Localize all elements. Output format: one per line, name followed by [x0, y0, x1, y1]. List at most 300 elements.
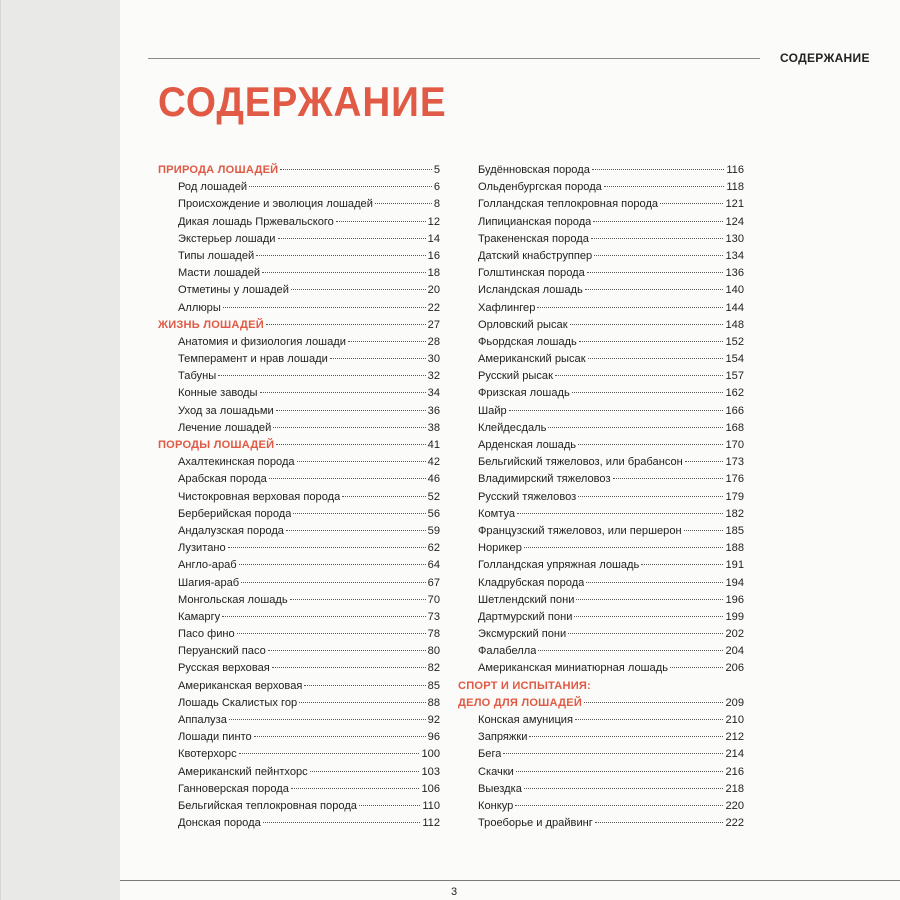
dot-leader: [670, 667, 724, 668]
toc-entry-page: 16: [427, 249, 440, 262]
toc-entry-title: Фризская лошадь: [478, 387, 570, 400]
toc-entry-page: 82: [427, 662, 440, 675]
dot-leader: [548, 427, 723, 428]
toc-entry-page: 30: [427, 353, 440, 366]
toc-entry-page: 199: [725, 610, 744, 623]
toc-entry-page: 206: [725, 662, 744, 675]
toc-entry-title: ПОРОДЫ ЛОШАДЕЙ: [158, 439, 275, 451]
toc-entry-title: Камаргу: [178, 610, 221, 623]
dot-leader: [304, 685, 425, 686]
toc-entry-title: Шагия-араб: [178, 576, 240, 589]
toc-entry: [158, 643, 440, 660]
toc-entry: [158, 403, 440, 420]
toc-entry: [158, 746, 440, 763]
toc-entry-page: 134: [725, 249, 744, 262]
toc-entry: [458, 317, 744, 334]
toc-entry-page: 110: [422, 799, 440, 812]
toc-entry-page: 148: [725, 318, 744, 331]
dot-leader: [517, 513, 723, 514]
toc-entry-page: 154: [725, 353, 744, 366]
toc-entry-title: Ольденбургская порода: [478, 181, 602, 194]
toc-entry: [458, 557, 744, 574]
toc-entry-title: ДЕЛО ДЛЯ ЛОШАДЕЙ: [458, 696, 583, 709]
dot-leader: [222, 616, 425, 617]
toc-entry: [458, 712, 744, 729]
toc-entry: [458, 660, 744, 677]
toc-entry: [158, 695, 440, 712]
toc-entry-page: 8: [433, 198, 440, 211]
toc-entry: [158, 523, 440, 540]
toc-entry-title: Масти лошадей: [178, 267, 261, 280]
toc-entry-page: 78: [427, 628, 440, 641]
dot-leader: [291, 788, 420, 789]
toc-entry-page: 144: [725, 301, 744, 314]
toc-entry-title: Бельгийская теплокровная порода: [178, 799, 357, 812]
dot-leader: [529, 736, 723, 737]
dot-leader: [263, 822, 421, 823]
toc-entry-title: Берберийская порода: [178, 507, 292, 520]
dot-leader: [348, 341, 426, 342]
toc-entry-title: Ганноверская порода: [178, 782, 289, 795]
dot-leader: [293, 513, 425, 514]
toc-entry-title: Дартмурский пони: [478, 610, 573, 623]
toc-entry: [458, 815, 744, 832]
dot-leader: [262, 272, 426, 273]
toc-entry-page: 209: [725, 696, 744, 709]
toc-entry-title: Пасо фино: [178, 628, 235, 641]
book-page: [120, 0, 900, 900]
toc-entry-title: ЖИЗНЬ ЛОШАДЕЙ: [158, 318, 264, 331]
toc-entry-title: Конская амуниция: [478, 714, 574, 726]
toc-entry: [458, 729, 744, 746]
toc-entry-page: 88: [427, 696, 440, 709]
toc-entry: [158, 231, 440, 248]
toc-entry-title: Шетлендский пони: [478, 593, 575, 606]
toc-entry-title: Хафлингер: [478, 301, 536, 314]
toc-section-heading: [158, 317, 440, 334]
toc-entry-page: 168: [725, 421, 744, 434]
toc-entry-page: 103: [421, 765, 440, 778]
toc-entry-page: 196: [725, 593, 744, 606]
page-number: 3: [450, 886, 458, 898]
dot-leader: [578, 444, 723, 445]
toc-entry: [158, 764, 440, 781]
toc-entry: [458, 609, 744, 626]
dot-leader: [685, 461, 724, 462]
toc-entry-page: 73: [427, 610, 440, 623]
toc-entry-page: 22: [427, 301, 440, 314]
toc-entry-title: СПОРТ И ИСПЫТАНИЯ:: [458, 679, 591, 692]
toc-entry-title: Исландская лошадь: [478, 284, 583, 297]
toc-entry-title: Троеборье и драйвинг: [478, 817, 593, 830]
dot-leader: [568, 633, 723, 634]
dot-leader: [576, 599, 723, 600]
toc-entry-page: 194: [725, 576, 744, 589]
toc-entry-page: 216: [725, 765, 744, 778]
toc-entry: [458, 523, 744, 540]
toc-entry: [458, 489, 744, 506]
toc-entry-title: Скачки: [478, 765, 514, 778]
toc-entry-title: Род лошадей: [178, 181, 248, 194]
dot-leader: [538, 650, 723, 651]
dot-leader: [594, 255, 723, 256]
dot-leader: [591, 238, 724, 239]
toc-entry-title: Тракененская порода: [478, 232, 589, 245]
toc-section-heading: [458, 695, 744, 712]
toc-entry-page: 118: [726, 181, 744, 194]
toc-entry: [458, 437, 744, 454]
toc-entry: [158, 214, 440, 231]
dot-leader: [280, 169, 431, 170]
toc-entry: [458, 385, 744, 402]
toc-entry-title: Донская порода: [178, 817, 261, 830]
toc-entry-page: 218: [725, 782, 744, 795]
page-gutter-edge: [0, 0, 1, 900]
dot-leader: [269, 478, 426, 479]
header-rule: [148, 58, 760, 59]
toc-entry-page: 64: [427, 559, 440, 572]
toc-entry: [158, 351, 440, 368]
toc-entry: [458, 403, 744, 420]
toc-entry: [158, 575, 440, 592]
toc-entry: [158, 540, 440, 557]
dot-leader: [272, 667, 426, 668]
toc-entry: [458, 454, 744, 471]
dot-leader: [588, 358, 724, 359]
toc-entry-title: Англо-араб: [178, 559, 237, 572]
toc-entry-page: 176: [725, 473, 744, 486]
toc-entry-title: Бега: [478, 748, 502, 761]
toc-entry-page: 62: [427, 542, 440, 555]
dot-leader: [239, 753, 420, 754]
toc-entry-page: 70: [427, 593, 440, 606]
toc-entry-title: Голштинская порода: [478, 267, 585, 280]
dot-leader: [342, 496, 425, 497]
toc-section-heading: [158, 437, 440, 454]
dot-leader: [641, 564, 723, 565]
toc-entry: [458, 282, 744, 299]
toc-entry: [458, 506, 744, 523]
toc-entry-page: 191: [725, 559, 744, 572]
toc-entry: [458, 300, 744, 317]
toc-entry: [458, 746, 744, 763]
toc-entry: [158, 471, 440, 488]
toc-section-heading: [158, 162, 440, 179]
dot-leader: [593, 221, 723, 222]
toc-entry-page: 116: [726, 164, 744, 176]
dot-leader: [595, 822, 724, 823]
dot-leader: [237, 633, 426, 634]
toc-entry-page: 92: [427, 714, 440, 726]
toc-entry-title: Орловский рысак: [478, 318, 568, 331]
toc-entry-title: Бельгийский тяжеловоз, или брабансон: [478, 456, 683, 469]
toc-entry-title: Датский кнабструппер: [478, 249, 593, 262]
toc-entry-page: 96: [427, 731, 440, 744]
toc-entry: [158, 420, 440, 437]
dot-leader: [266, 324, 426, 325]
dot-leader: [586, 582, 723, 583]
toc-entry-title: Голландская упряжная лошадь: [478, 559, 640, 572]
toc-entry-title: Липицианская порода: [478, 215, 592, 228]
toc-entry-title: Французский тяжеловоз, или першерон: [478, 524, 682, 537]
toc-entry: [158, 300, 440, 317]
toc-entry-title: Запряжки: [478, 731, 528, 744]
dot-leader: [290, 599, 426, 600]
toc-entry-page: 152: [725, 335, 744, 348]
toc-entry-title: Экстерьер лошади: [178, 232, 276, 245]
toc-entry-title: Табуны: [178, 370, 217, 383]
dot-leader: [218, 375, 425, 376]
toc-entry: [458, 214, 744, 231]
toc-entry-page: 5: [433, 164, 440, 176]
dot-leader: [537, 307, 723, 308]
toc-entry-title: Квотерхорс: [178, 748, 237, 761]
toc-entry: [458, 798, 744, 815]
dot-leader: [375, 203, 432, 204]
dot-leader: [286, 530, 426, 531]
toc-entry-page: 121: [725, 198, 744, 211]
toc-entry: [158, 815, 440, 832]
toc-entry: [458, 592, 744, 609]
toc-entry-title: Анатомия и физиология лошади: [178, 335, 346, 348]
toc-column-right: [458, 162, 744, 832]
toc-entry-page: 27: [427, 318, 440, 331]
toc-entry: [158, 712, 440, 729]
toc-entry-page: 46: [427, 473, 440, 486]
toc-entry-title: Уход за лошадьми: [178, 404, 274, 417]
toc-entry: [158, 265, 440, 282]
dot-leader: [297, 461, 426, 462]
toc-entry-title: Аппалуза: [178, 714, 227, 726]
toc-entry-title: Происхождение и эволюция лошадей: [178, 198, 373, 211]
dot-leader: [592, 169, 724, 170]
toc-entry-page: 140: [725, 284, 744, 297]
toc-entry: [458, 179, 744, 196]
dot-leader: [241, 582, 426, 583]
toc-entry: [458, 764, 744, 781]
toc-entry: [458, 334, 744, 351]
toc-entry: [158, 729, 440, 746]
toc-entry: [158, 196, 440, 213]
page-title: СОДЕРЖАНИЕ: [158, 78, 447, 125]
toc-entry-title: Перуанский пасо: [178, 645, 266, 658]
toc-entry: [158, 609, 440, 626]
dot-leader: [587, 272, 724, 273]
toc-entry-page: 56: [427, 507, 440, 520]
toc-entry-page: 52: [427, 490, 440, 503]
dot-leader: [572, 392, 724, 393]
toc-entry-page: 12: [427, 215, 440, 228]
toc-entry-title: Типы лошадей: [178, 249, 255, 262]
toc-entry-page: 59: [427, 524, 440, 537]
dot-leader: [299, 702, 425, 703]
toc-entry: [458, 643, 744, 660]
toc-entry-title: Американская миниатюрная лошадь: [478, 662, 668, 675]
toc-entry-title: Русский тяжеловоз: [478, 490, 577, 503]
toc-entry-page: 212: [725, 731, 744, 744]
toc-entry-title: Лузитано: [178, 542, 226, 555]
toc-entry: [158, 781, 440, 798]
toc-entry-page: 80: [427, 645, 440, 658]
toc-entry-page: 162: [725, 387, 744, 400]
dot-leader: [585, 289, 724, 290]
toc-entry-title: Конные заводы: [178, 387, 258, 400]
toc-entry-title: Дикая лошадь Пржевальского: [178, 215, 334, 228]
dot-leader: [555, 375, 724, 376]
toc-entry: [458, 575, 744, 592]
dot-leader: [570, 324, 724, 325]
toc-entry-page: 166: [725, 404, 744, 417]
toc-entry: [158, 179, 440, 196]
toc-entry-page: 210: [725, 714, 744, 726]
toc-entry: [158, 334, 440, 351]
dot-leader: [330, 358, 426, 359]
toc-entry-page: 34: [427, 387, 440, 400]
toc-entry-page: 124: [725, 215, 744, 228]
toc-entry-title: Темперамент и нрав лошади: [178, 353, 328, 366]
toc-entry-page: 67: [427, 576, 440, 589]
dot-leader: [254, 736, 426, 737]
dot-leader: [509, 410, 724, 411]
toc-entry: [458, 626, 744, 643]
toc-entry-page: 222: [725, 817, 744, 830]
toc-entry-title: Андалузская порода: [178, 524, 284, 537]
toc-entry-title: Лошади пинто: [178, 731, 252, 744]
toc-entry: [158, 282, 440, 299]
toc-entry-page: 41: [427, 439, 440, 451]
dot-leader: [515, 805, 723, 806]
dot-leader: [604, 186, 724, 187]
running-head: СОДЕРЖАНИЕ: [780, 51, 870, 65]
footer-rule: [120, 880, 900, 881]
toc-entry-title: Монгольская лошадь: [178, 593, 288, 606]
toc-entry-page: 185: [725, 524, 744, 537]
toc-entry: [158, 798, 440, 815]
dot-leader: [273, 427, 425, 428]
toc-entry-page: 204: [725, 645, 744, 658]
toc-entry-title: Русская верховая: [178, 662, 270, 675]
toc-entry-page: 36: [427, 404, 440, 417]
dot-leader: [660, 203, 723, 204]
toc-entry-title: Комтуа: [478, 507, 516, 520]
toc-entry: [158, 660, 440, 677]
dot-leader: [613, 478, 724, 479]
dot-leader: [524, 788, 724, 789]
toc-entry-page: 182: [725, 507, 744, 520]
toc-entry-title: Выездка: [478, 782, 522, 795]
toc-entry-page: 214: [725, 748, 744, 761]
toc-entry-page: 85: [427, 679, 440, 692]
dot-leader: [256, 255, 425, 256]
toc-entry-title: Конкур: [478, 799, 514, 812]
toc-entry: [458, 248, 744, 265]
toc-entry: [458, 471, 744, 488]
toc-entry: [158, 678, 440, 695]
dot-leader: [249, 186, 432, 187]
toc-entry-title: Русский рысак: [478, 370, 553, 383]
dot-leader: [503, 753, 723, 754]
toc-entry: [458, 196, 744, 213]
toc-entry-title: Эксмурский пони: [478, 628, 567, 641]
toc-entry-title: Будённовская порода: [478, 164, 590, 176]
dot-leader: [575, 719, 723, 720]
toc-entry: [158, 592, 440, 609]
dot-leader: [516, 771, 724, 772]
toc-entry: [458, 231, 744, 248]
toc-entry: [458, 540, 744, 557]
toc-entry: [158, 368, 440, 385]
toc-entry-page: 106: [421, 782, 440, 795]
toc-entry: [158, 626, 440, 643]
toc-entry: [458, 351, 744, 368]
toc-entry-title: ПРИРОДА ЛОШАДЕЙ: [158, 164, 279, 176]
dot-leader: [291, 289, 426, 290]
toc-entry: [158, 506, 440, 523]
toc-entry-page: 188: [725, 542, 744, 555]
toc-entry-page: 18: [427, 267, 440, 280]
toc-entry-title: Арабская порода: [178, 473, 267, 486]
toc-entry-page: 170: [725, 439, 744, 451]
dot-leader: [276, 410, 426, 411]
toc-entry-title: Клейдесдаль: [478, 421, 547, 434]
dot-leader: [579, 341, 724, 342]
toc-entry-title: Норикер: [478, 542, 522, 555]
toc-entry-page: 202: [725, 628, 744, 641]
toc-entry-page: 28: [427, 335, 440, 348]
toc-entry-page: 14: [427, 232, 440, 245]
toc-entry-page: 157: [725, 370, 744, 383]
dot-leader: [239, 564, 426, 565]
toc-entry-title: Ахалтекинская порода: [178, 456, 295, 469]
dot-leader: [574, 616, 723, 617]
dot-leader: [336, 221, 426, 222]
toc-entry: [458, 162, 744, 179]
dot-leader: [229, 719, 426, 720]
dot-leader: [260, 392, 426, 393]
dot-leader: [278, 238, 426, 239]
toc-entry: [158, 385, 440, 402]
toc-entry-title: Отметины у лошадей: [178, 284, 289, 297]
toc-entry-page: 20: [427, 284, 440, 297]
toc-entry-page: 32: [427, 370, 440, 383]
toc-entry: [458, 781, 744, 798]
toc-entry: [158, 557, 440, 574]
toc-entry-title: Фьордская лошадь: [478, 335, 577, 348]
toc-entry-page: 6: [433, 181, 440, 194]
toc-entry-title: Кладрубская порода: [478, 576, 585, 589]
toc-entry: [458, 368, 744, 385]
toc-entry-page: 130: [725, 232, 744, 245]
dot-leader: [359, 805, 420, 806]
toc-column-left: [158, 162, 440, 832]
toc-entry-title: Арденская лошадь: [478, 439, 577, 451]
dot-leader: [223, 307, 426, 308]
toc-entry-title: Американская верховая: [178, 679, 303, 692]
toc-entry-page: 100: [421, 748, 440, 761]
dot-leader: [276, 444, 425, 445]
toc-entry: [158, 454, 440, 471]
toc-entry-page: 136: [725, 267, 744, 280]
toc-entry-title: Лошадь Скалистых гор: [178, 696, 298, 709]
toc-entry-title: Аллюры: [178, 301, 221, 314]
toc-entry-page: 173: [725, 456, 744, 469]
dot-leader: [584, 702, 723, 703]
toc-entry: [158, 248, 440, 265]
dot-leader: [310, 771, 420, 772]
toc-entry-page: 42: [427, 456, 440, 469]
dot-leader: [684, 530, 724, 531]
toc-entry: [158, 489, 440, 506]
